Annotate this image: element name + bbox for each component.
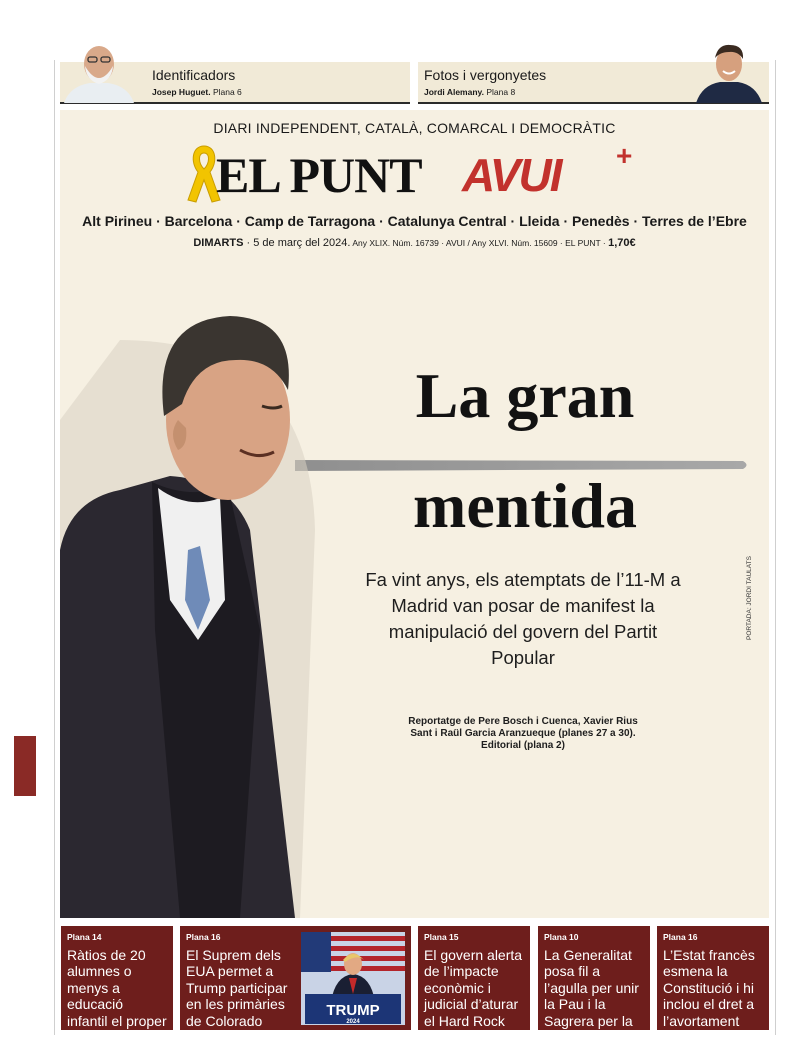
story-deck: Fa vint anys, els atemptats de l’11-M a Madrid van posar de manifest la manipulació del govern del Partit Popular <box>365 569 681 668</box>
teaser-text: La Generalitat posa fil a l’agulla per unir la Pau i la Sagrera per la L-4 del metro <box>544 947 639 1046</box>
teaser-text: El govern alerta de l’impacte econòmic i judicial d’aturar el Hard Rock <box>424 947 523 1029</box>
teaser-text: El Suprem dels EUA permet a Trump participar en les primàries de Colorado <box>186 947 288 1029</box>
trump-sign-text: TRUMP <box>326 1002 380 1019</box>
headline-line-1: La gran <box>415 360 635 431</box>
teaser-text: L’Estat francès esmena la Constitució i hi inclou el dret a l’avortament <box>663 947 755 1029</box>
masthead-logo[interactable] <box>180 142 660 202</box>
bottom-teaser-metro-l4[interactable] <box>538 926 650 1046</box>
teaser-page-ref: Plana 15 <box>424 932 459 942</box>
bottom-teaser-ratios[interactable] <box>61 926 173 1046</box>
edition-regions: Alt Pirineu · Barcelona · Camp de Tarragona · Catalunya Central · Lleida · Penedès · Terres de l’Ebre <box>82 213 747 229</box>
teaser-author: Josep Huguet. Plana 6 <box>152 87 242 97</box>
trump-rally-photo <box>301 932 405 1025</box>
author-portrait-alemany <box>694 40 764 103</box>
teaser-title: Identificadors <box>152 67 236 83</box>
side-color-marker <box>14 736 36 796</box>
teaser-text: Ràtios de 20 alumnes o menys a educació infantil el proper curs <box>67 947 167 1046</box>
bottom-teaser-hard-rock[interactable] <box>418 926 530 1030</box>
masthead-plus: + <box>616 140 633 171</box>
bottom-teaser-trump[interactable] <box>180 926 411 1030</box>
photo-credit: PORTADA: JORDI TAULATS <box>746 556 753 640</box>
bottom-teaser-france-abortion[interactable] <box>657 926 769 1030</box>
teaser-page-ref: Plana 14 <box>67 932 102 942</box>
front-page-cover <box>60 110 769 918</box>
teaser-page-ref: Plana 10 <box>544 932 579 942</box>
teaser-author: Jordi Alemany. Plana 8 <box>424 87 516 97</box>
story-credits[interactable]: Reportatge de Pere Bosch i Cuenca, Xavier Rius Sant i Raül Garcia Aranzueque (planes 27 a 30). Editorial (plana 2) <box>408 716 638 751</box>
masthead-name-elpunt: EL PUNT <box>216 147 422 203</box>
dateline: DIMARTS · 5 de març del 2024. Any XLIX. Núm. 16739 · AVUI / Any XLVI. Núm. 15609 · EL PUNT · 1,70€ <box>193 237 636 249</box>
cover-photo-politician <box>60 300 360 918</box>
author-portrait-huguet <box>60 40 138 103</box>
trump-sign-year: 2024 <box>346 1019 360 1025</box>
teaser-page-ref: Plana 16 <box>663 932 698 942</box>
masthead-name-avui: AVUI <box>462 149 561 201</box>
masthead-motto: DIARI INDEPENDENT, CATALÀ, COMARCAL I DEMOCRÀTIC <box>213 120 616 136</box>
teaser-title: Fotos i vergonyetes <box>424 67 547 83</box>
headline-line-2: mentida <box>413 470 637 541</box>
teaser-page-ref: Plana 16 <box>186 932 221 942</box>
